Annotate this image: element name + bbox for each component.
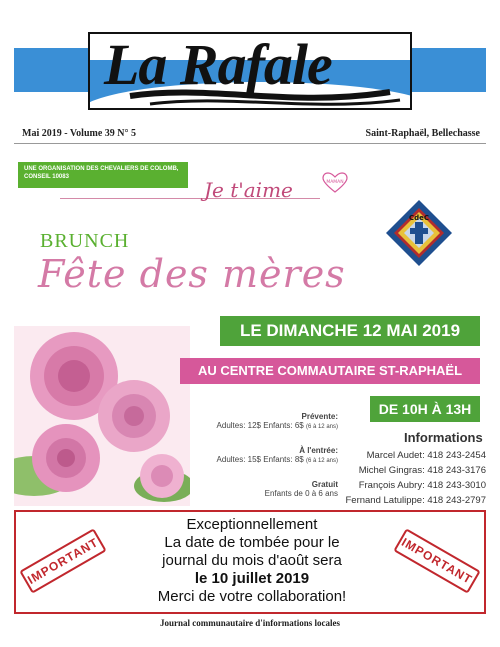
prevente-kids: Enfants: 6$	[263, 421, 304, 430]
contact-item: Michel Gingras: 418 243-3176	[358, 465, 486, 476]
entree-kids: Enfants: 8$	[263, 455, 304, 464]
jetaime-script: Je t'aime	[204, 178, 293, 202]
contact-item: François Aubry: 418 243-3010	[358, 480, 486, 491]
entree-adults: Adultes: 15$	[216, 455, 262, 464]
event-venue-banner: AU CENTRE COMMAUTAIRE ST-RAPHAËL	[180, 358, 480, 384]
notice-line-2: La date de tombée pour le	[164, 534, 340, 551]
roses-illustration	[14, 326, 190, 506]
important-notice	[14, 510, 486, 614]
contact-item: Marcel Audet: 418 243-2454	[366, 450, 486, 461]
kofc-letters: CdeC	[408, 214, 430, 222]
entree-prices	[200, 446, 338, 464]
masthead-title-box	[88, 32, 412, 110]
heart-label: MAMAN	[326, 180, 344, 185]
prevente-adults: Adultes: 12$	[216, 421, 262, 430]
important-stamp-right: IMPORTANT	[393, 528, 480, 594]
event-date-banner: LE DIMANCHE 12 MAI 2019	[220, 316, 480, 346]
prevente-kids-note: (6 à 12 ans)	[305, 424, 338, 430]
prevente-prices	[200, 412, 338, 430]
informations-title: Informations	[404, 430, 483, 445]
gratuit-note: Enfants de 0 à 6 ans	[264, 489, 338, 498]
notice-thanks: Merci de votre collaboration!	[157, 588, 347, 605]
issue-number: Mai 2019 - Volume 39 N° 5	[22, 128, 136, 139]
footer-tagline: Journal communautaire d'informations locales	[159, 618, 341, 628]
brunch-title: BRUNCH	[40, 230, 130, 252]
brunch-flyer	[14, 158, 486, 506]
notice-text	[116, 516, 388, 606]
entree-kids-note: (6 à 12 ans)	[305, 458, 338, 464]
issue-location: Saint-Raphaël, Bellechasse	[365, 128, 480, 139]
notice-line-3: journal du mois d'août sera	[162, 552, 342, 569]
issue-line	[14, 124, 486, 144]
notice-deadline: le 10 juillet 2019	[194, 570, 310, 587]
event-hours-banner: DE 10H À 13H	[370, 396, 480, 422]
gratuit-prices	[200, 480, 338, 498]
entree-title: À l'entrée:	[299, 446, 338, 455]
heart-icon	[322, 172, 348, 194]
prevente-title: Prévente:	[301, 412, 338, 421]
knights-of-columbus-emblem-icon	[384, 198, 454, 268]
masthead	[14, 32, 486, 110]
organization-banner: UNE ORGANISATION DES CHEVALIERS DE COLOMB, CONSEIL 10083	[18, 162, 188, 188]
gratuit-title: Gratuit	[311, 480, 338, 489]
contacts-list	[330, 448, 486, 508]
notice-line-1: Exceptionnellement	[186, 516, 318, 533]
contact-item: Fernand Latulippe: 418 243-2797	[345, 495, 486, 506]
masthead-title: La Rafale	[104, 32, 332, 97]
important-stamp-left: IMPORTANT	[19, 528, 106, 594]
fete-des-meres-title: Fête des mères	[38, 252, 346, 296]
